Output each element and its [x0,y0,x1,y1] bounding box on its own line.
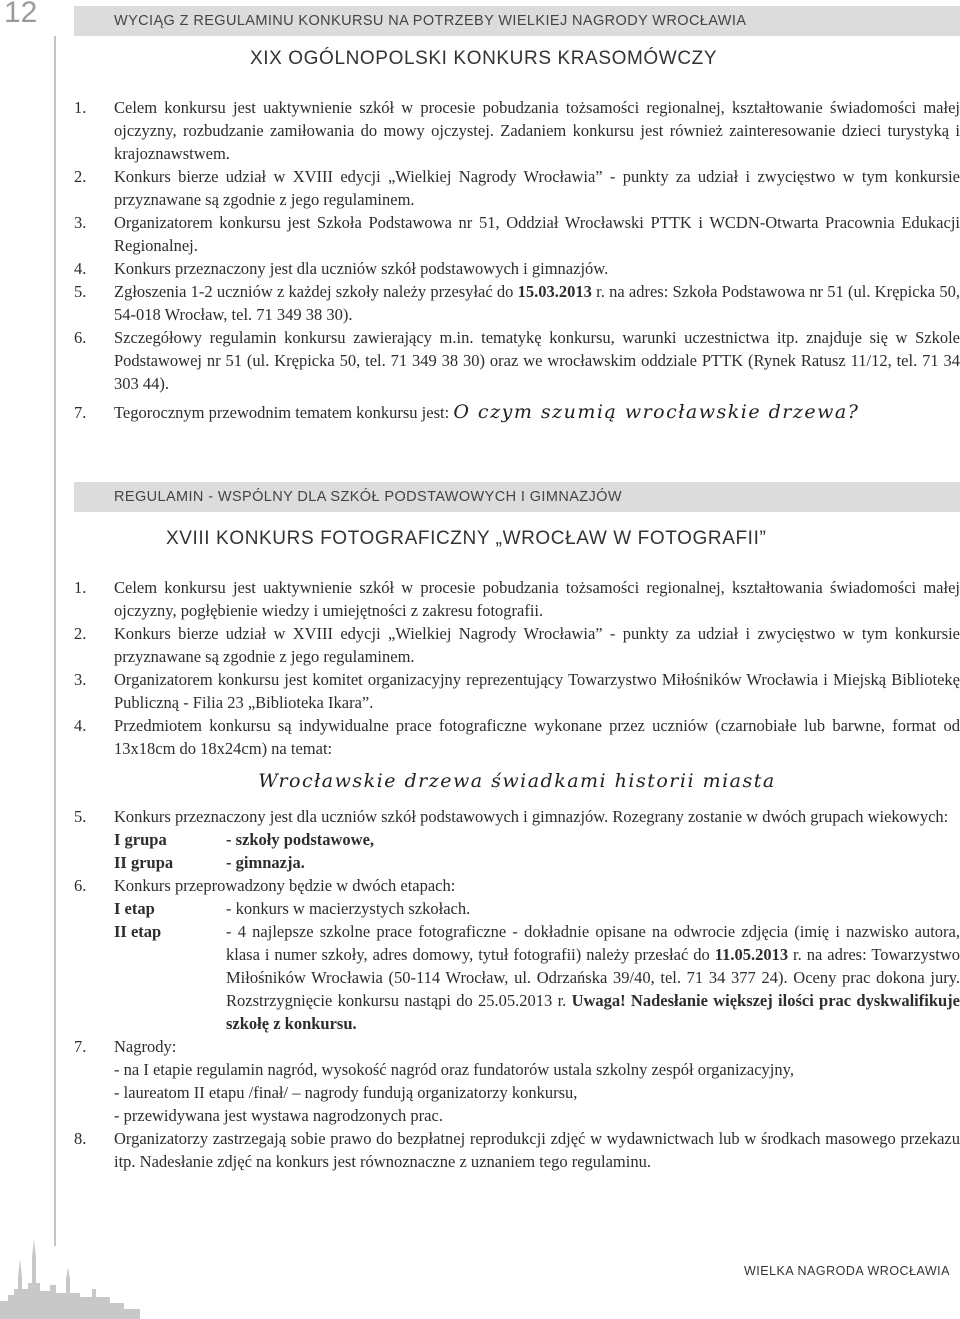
list-item: 2. Konkurs bierze udział w XVIII edycji „Wielkiej Nagrody Wrocławia” - punkty za udział i zwycięstwo w tym konkursie przyznawane są zgodnie z jego regulaminem. [74,167,960,209]
page-number: 12 [4,0,38,29]
photo-theme: Wrocławskie drzewa świadkami historii miasta [258,770,776,792]
age-group: II grupa - gimnazja. [114,853,305,872]
warning-text: Nadesłanie większej ilości prac dyskwalifikuje szkołę z konkursu. [226,991,960,1033]
list-item: 5. Zgłoszenia 1-2 uczniów z każdej szkoły należy przesyłać do 15.03.2013 r. na adres: Szkoła Podstawowa nr 51 (ul. Krępicka 50, 54-018 Wrocław, tel. 71 349 38 30). [74,282,960,324]
list-item: 6. Szczegółowy regulamin konkursu zawierający m.in. tematykę konkursu, warunki uczestnictwa itp. znajduje się w Szkole Podstawowej nr 51 (ul. Krępicka 50, tel. 71 349 38 30) oraz we wrocławskim oddziale PTTK (Rynek Ratusz 11/12, tel. 71 34 303 44). [74,328,960,393]
prize-line: - laureatom II etapu /finał/ – nagrody fundują organizatorzy konkursu, [114,1083,578,1102]
city-skyline-icon [0,1219,140,1319]
submission-date: 11.05.2013 [714,945,789,964]
section1-title: XIX OGÓLNOPOLSKI KONKURS KRASOMÓWCZY [250,48,718,69]
section2-title: XVIII KONKURS FOTOGRAFICZNY „WROCŁAW W FOTOGRAFII” [166,528,767,549]
prize-line: - przewidywana jest wystawa nagrodzonych prac. [114,1106,443,1125]
section1-list [74,96,960,424]
list-item: 7. Tegorocznym przewodnim tematem konkursu jest: O czym szumią wrocławskie drzewa? [74,401,860,423]
list-item: 4. Przedmiotem konkursu są indywidualne prace fotograficzne wykonane przez uczniów (czarnobiałe lub barwne, format od 13x18cm do 18x24cm) na temat: Wrocławskie drzewa świadkami historii miasta [74,716,960,792]
list-item: 3. Organizatorem konkursu jest Szkoła Podstawowa nr 51, Oddział Wrocławski PTTK i WCDN-Otwarta Pracownia Edukacji Regionalnej. [74,213,960,255]
result-date: 25.05.2013 [478,991,553,1010]
footer-title: WIELKA NAGRODA WROCŁAWIA [743,1264,950,1278]
list-item: 4. Konkurs przeznaczony jest dla uczniów szkół podstawowych i gimnazjów. [74,259,609,278]
list-item: 1. Celem konkursu jest uaktywnienie szkół w procesie pobudzania tożsamości regionalnej, kształtowania świadomości małej ojczyzny, pogłębienie wiedzy i umiejętności z zakresu fotografii. [74,578,960,620]
list-item: 7. Nagrody: - na I etapie regulamin nagród, wysokość nagród oraz fundatorów ustala szkolny zespół organizacyjny, - laureatom II etapu /finał/ – nagrody fundują organizatorzy konkursu, - przewidywana jest wystawa nagrodzonych prac. [74,1035,960,1127]
section1-header: WYCIĄG Z REGULAMINU KONKURSU NA POTRZEBY WIELKIEJ NAGRODY WROCŁAWIA [74,6,960,36]
stage-2: II etap - 4 najlepsze szkolne prace fotograficzne - dokładnie opisane na odwrocie zdjęcia (imię i nazwisko autora, klasa i numer szkoły, adres domowy, tytuł fotografii) należy przesłać do 11.05.2013 r. na adres: Towarzystwo Miłośników Wrocławia (50-114 Wrocław, ul. Odrzańska 39/40, tel. 71 34 377 24). Oceny prac dokona jury. Rozstrzygnięcie konkursu nastąpi do 25.05.2013 r. Uwaga! Nadesłanie większej ilości prac dyskwalifikuje szkołę z konkursu. [114,922,960,1033]
list-item: 8. Organizatorzy zastrzegają sobie prawo do bezpłatnej reprodukcji zdjęć w wydawnictwach lub w środkach masowego przekazu itp. Nadesłanie zdjęć na konkurs jest równoznaczne z uznaniem tego regulaminu. [74,1129,960,1171]
prize-line: - na I etapie regulamin nagród, wysokość nagród oraz fundatorów ustala szkolny zespół organizacyjny, [114,1060,794,1079]
deadline-date: 15.03.2013 [517,282,592,301]
contest-theme: O czym szumią wrocławskie drzewa? [453,401,860,423]
list-item: 5. Konkurs przeznaczony jest dla uczniów szkół podstawowych i gimnazjów. Rozegrany zostanie w dwóch grupach wiekowych: I grupa - szkoły podstawowe, II grupa - gimnazja. [74,805,960,874]
list-item: 3. Organizatorem konkursu jest komitet organizacyjny reprezentujący Towarzystwo Miłośników Wrocławia i Miejską Bibliotekę Publiczną - Filia 23 „Biblioteka Ikara”. [74,670,960,712]
warning-label: Uwaga! [571,991,626,1010]
age-group: I grupa - szkoły podstawowe, [114,830,375,849]
list-item: 2. Konkurs bierze udział w XVIII edycji „Wielkiej Nagrody Wrocławia” - punkty za udział i zwycięstwo w tym konkursie przyznawane są zgodnie z jego regulaminem. [74,624,960,666]
section2-header: REGULAMIN - WSPÓLNY DLA SZKÓŁ PODSTAWOWYCH I GIMNAZJÓW [74,482,960,512]
vertical-rule [54,36,56,1246]
section2-list [74,576,960,1173]
list-item: 1. Celem konkursu jest uaktywnienie szkół w procesie pobudzania tożsamości regionalnej, kształtowanie świadomości małej ojczyzny, rozbudzanie zamiłowania do mowy ojczystej. Zadaniem konkursu jest również zainteresowanie dzieci turystyką i krajoznawstwem. [74,98,960,163]
stage-1: I etap - konkurs w macierzystych szkołach. [114,899,471,918]
list-item: 6. Konkurs przeprowadzony będzie w dwóch etapach: I etap - konkurs w macierzystych szkołach. II etap - 4 najlepsze szkolne prace fotograficzne - dokładnie opisane na odwrocie zdjęcia (imię i nazwisko autora, klasa i numer szkoły, adres domowy, tytuł fotografii) należy przesłać do 11.05.2013 r. na adres: Towarzystwo Miłośników Wrocławia (50-114 Wrocław, ul. Odrzańska 39/40, tel. 71 34 377 24). Oceny prac dokona jury. Rozstrzygnięcie konkursu nastąpi do 25.05.2013 r. Uwaga! Nadesłanie większej ilości prac dyskwalifikuje szkołę z konkursu. [74,876,960,1033]
